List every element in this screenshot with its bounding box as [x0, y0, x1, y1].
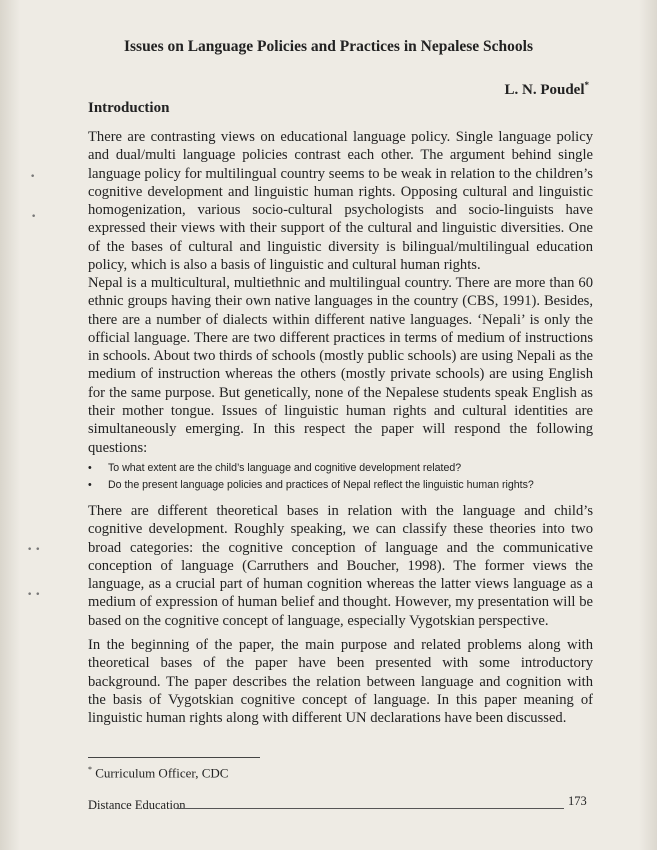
list-item	[88, 460, 608, 477]
page-number: 173	[568, 794, 587, 808]
footnote	[88, 765, 228, 781]
list-item	[88, 477, 608, 494]
scan-speck: •	[30, 172, 36, 182]
author-name: L. N. Poudel	[504, 82, 585, 98]
scan-speck: •	[31, 212, 37, 222]
author-footnote-mark: *	[584, 80, 589, 90]
page-edge-shadow-right	[639, 0, 657, 850]
paragraph: In the beginning of the paper, the main purpose and related problems along with theoretical bases of the paper have been presented with some introductory background. The paper describes the relation between language and cognition with the basis of Vygotskian cognitive concept of language. In this paper meaning of linguistic human rights along with different UN declarations have been discussed.	[88, 637, 593, 727]
paragraph: There are contrasting views on educational language policy. Single language policy and dual/multi language policies contrast each other. The argument behind single language policy for multilingual country seems to be weak in relation to the children’s cognitive development and linguistic human rights. Opposing cultural and linguistic homogenization, various socio-cultural psychologists and socio-linguists have expressed their views with their support of the cultural and linguistic diversities. One of the bases of cultural and linguistic diversity is bilingual/multilingual education policy, which is also a basis of linguistic and cultural human rights.	[88, 129, 593, 274]
bullet-marker: •	[88, 462, 92, 474]
footnote-divider	[88, 757, 260, 758]
paragraph: There are different theoretical bases in relation with the language and child’s cognitive development. Roughly speaking, we can classify these theories into two broad categories: the cognitive conception of language and the communicative conception of language (Carruthers and Boucher, 1998). The former views the language, as a crucial part of human cognition whereas the latter views language as a medium of expression of human belief and thought. However, my presentation will be based on the cognitive concept of language, especially Vygotskian perspective.	[88, 503, 593, 629]
section-heading: Introduction	[88, 100, 170, 116]
footnote-mark: *	[88, 765, 92, 774]
footnote-text: Curriculum Officer, CDC	[95, 765, 229, 781]
footer-journal-name: Distance Education	[88, 798, 186, 812]
scan-speck: • •	[27, 590, 41, 600]
scan-speck: • •	[27, 545, 41, 555]
paper-title: Issues on Language Policies and Practices in Nepalese Schools	[123, 38, 534, 55]
author-line	[504, 80, 589, 99]
list-item-text: To what extent are the child’s language and cognitive development related?	[108, 462, 462, 474]
list-item-text: Do the present language policies and practices of Nepal reflect the linguistic human rights?	[108, 479, 534, 491]
question-list	[88, 460, 608, 494]
paragraph: Nepal is a multicultural, multiethnic and multilingual country. There are more than 60 ethnic groups having their own native languages in the country (CBS, 1991). Besides, there are a number of dialects within different native languages. ‘Nepali’ is only the official language. There are two different practices in terms of medium of instructions in schools. About two thirds of schools (mostly public schools) are using Nepali as the medium of instruction whereas the others (mostly private schools) are using English for the same purpose. But genetically, none of the Nepalese students speak English as their mother tongue. Issues of linguistic human rights and cultural identities are simultaneously emerging. In this respect the paper will respond the following questions:	[88, 275, 593, 456]
footer-rule	[176, 808, 564, 809]
bullet-marker: •	[88, 479, 92, 491]
page-edge-shadow-left	[0, 0, 20, 850]
